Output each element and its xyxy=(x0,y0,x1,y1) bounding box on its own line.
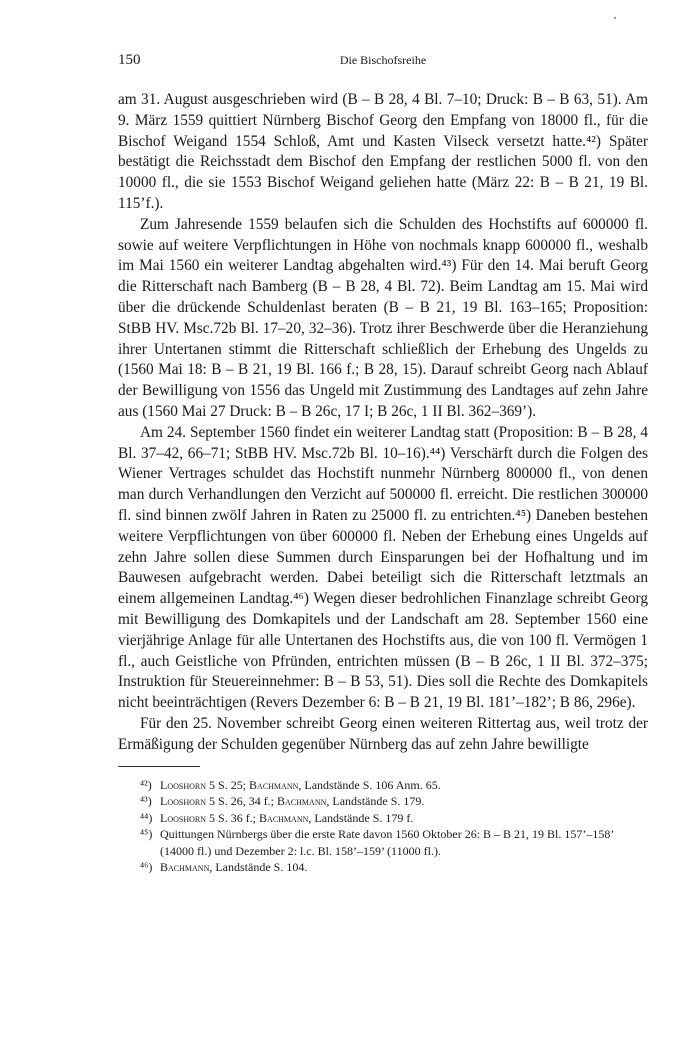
footnote xyxy=(140,859,648,876)
page-number: 150 xyxy=(118,52,141,68)
paragraph: Zum Jahresende 1559 belaufen sich die Schulden des Hochstifts auf 600000 fl. sowie auf weitere Verpflichtungen in Höhe von nochmals knapp 600000 fl., weshalb im Mai 1560 ein weiterer Landtag abgehalten wird.⁴³) Für den 14. Mai beruft Georg die Ritterschaft nach Bamberg (B – B 28, 4 Bl. 72). Beim Landtag am 15. Mai wird über die drückende Schuldenlast beraten (B – B 21, 19 Bl. 163–165; Proposition: StBB HV. Msc.72b Bl. 17–20, 32–36). Trotz ihrer Beschwerde über die Heranziehung ihrer Untertanen stimmt die Ritterschaft schließlich der Erhebung des Ungelds zu (1560 Mai 18: B – B 21, 19 Bl. 166 f.; B 28, 15). Darauf schreibt Georg nach Ablauf der Bewilligung von 1556 das Ungeld mit Zustimmung des Landtages auf zehn Jahre aus (1560 Mai 27 Druck: B – B 26c, 17 I; B 26c, 1 II Bl. 362–369’). xyxy=(118,215,648,420)
footnote-text: 5 S. 36 f.; xyxy=(206,810,260,825)
footnote xyxy=(140,826,648,859)
footnote-mark: ⁴⁴) xyxy=(140,810,153,825)
footnotes xyxy=(118,777,648,877)
body-text xyxy=(118,90,648,756)
footnote-mark: ⁴⁵) xyxy=(140,827,153,842)
footnote-text: 5 S. 26, 34 f.; xyxy=(206,794,278,809)
document-page xyxy=(118,52,648,876)
footnote-author: Looshorn xyxy=(160,794,207,809)
footnote-author: Bachmann xyxy=(249,777,299,792)
footnote-rule xyxy=(118,766,200,767)
footnote-author: Looshorn xyxy=(160,810,207,825)
footnote-text: Quittungen Nürnbergs über die erste Rate davon 1560 Oktober 26: B – B 21, 19 Bl. 157’–158’ (14000 fl.) und Dezember 2: l.c. Bl. 158’–159’ (11000 fl.). xyxy=(160,827,614,858)
footnote-mark: ⁴²) xyxy=(140,777,152,792)
footnote-text: , Landstände S. 179. xyxy=(326,794,425,809)
footnote-mark: ⁴³) xyxy=(140,794,152,809)
footnote-author: Bachmann xyxy=(277,794,327,809)
scan-mark xyxy=(614,17,616,19)
paragraph: am 31. August ausgeschrieben wird (B – B 28, 4 Bl. 7–10; Druck: B – B 63, 51). Am 9. März 1559 quittiert Nürnberg Bischof Georg den Empfang von 18000 fl., für die Bischof Weigand 1554 Schloß, Amt und Kasten Vilseck versetzt hatte.⁴²) Später bestätigt die Reichsstadt dem Bischof den Empfang der restlichen 5000 fl. von den 10000 fl., die sie 1553 Bischof Weigand geliehen hatte (März 22: B – B 21, 19 Bl. 115’f.). xyxy=(118,91,648,212)
footnote-author: Bachmann xyxy=(160,860,210,875)
footnote xyxy=(140,810,648,827)
footnote xyxy=(140,793,648,810)
page-header xyxy=(118,52,648,74)
footnote xyxy=(140,777,648,794)
footnote-author: Bachmann xyxy=(259,810,309,825)
footnote-text: , Landstände S. 104. xyxy=(209,860,308,875)
paragraph: Für den 25. November schreibt Georg einen weiteren Rittertag aus, weil trotz der Ermäßigung der Schulden gegenüber Nürnberg das auf zehn Jahre bewilligte xyxy=(118,714,648,753)
footnote-mark: ⁴⁶) xyxy=(140,860,153,875)
footnote-text: 5 S. 25; xyxy=(206,777,250,792)
paragraph: Am 24. September 1560 findet ein weiterer Landtag statt (Proposition: B – B 28, 4 Bl. 37–42, 66–71; StBB HV. Msc.72b Bl. 10–16).⁴⁴) Verschärft durch die Folgen des Wiener Vertrages schuldet das Hochstift nunmehr Nürnberg 800000 fl., von denen man durch Verhandlungen den Verzicht auf 500000 fl. erreicht. Die restlichen 300000 fl. sind binnen zwölf Jahren in Raten zu 25000 fl. zu entrichten.⁴⁵) Daneben bestehen weitere Verpflichtungen von über 600000 fl. Neben der Erhebung eines Ungelds auf zehn Jahre sollen diese Summen durch Einsparungen bei der Hofhaltung und im Bauwesen aufgebracht werden. Dabei beteiligt sich die Ritterschaft letztmals an einem allgemeinen Landtag.⁴⁶) Wegen dieser bedrohlichen Finanzlage schreibt Georg mit Bewilligung des Domkapitels und der Landschaft am 28. September 1560 eine vierjährige Anlage für alle Untertanen des Hochstifts aus, die von 100 fl. Vermögen 1 fl., auch Geistliche von Pfründen, entrichten müssen (B – B 26c, 1 II Bl. 372–375; Instruktion für Steuereinnehmer: B – B 53, 51). Dies soll die Rechte des Domkapitels nicht beeinträchtigen (Revers Dezember 6: B – B 21, 19 Bl. 181’–182’; B 86, 296e). xyxy=(118,423,648,712)
running-title: Die Bischofsreihe xyxy=(339,53,427,67)
footnote-text: , Landstände S. 106 Anm. 65. xyxy=(298,777,441,792)
footnote-author: Looshorn xyxy=(160,777,207,792)
footnote-text: , Landstände S. 179 f. xyxy=(308,810,414,825)
